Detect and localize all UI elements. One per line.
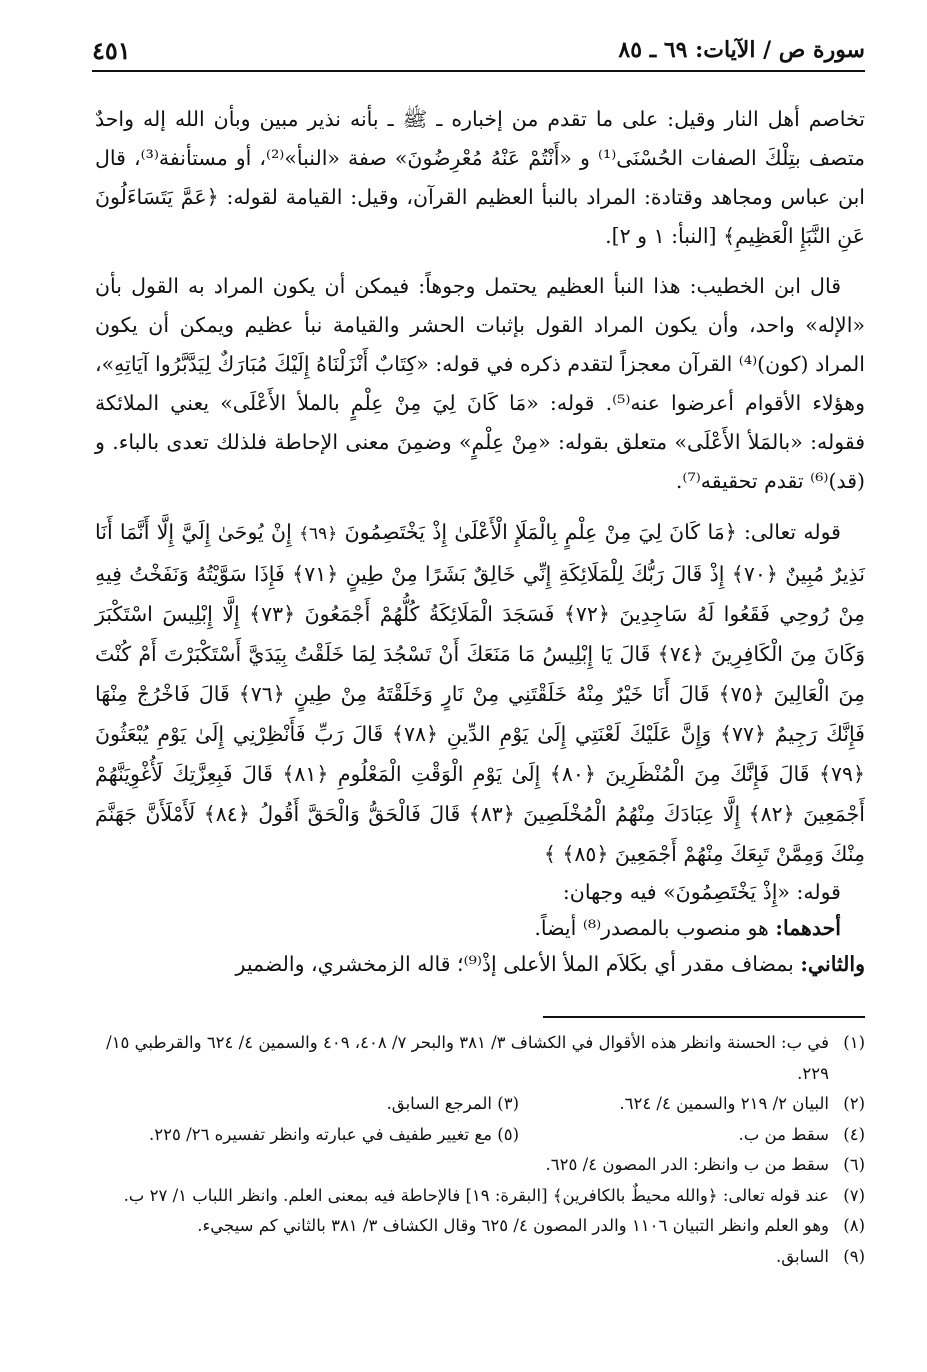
footnote-number: (١) bbox=[843, 1033, 865, 1052]
main-text bbox=[95, 100, 865, 982]
footnote-text: في ب: الحسنة وانظر هذه الأقوال في الكشاف ٣/ ٣٨١ والبحر ٧/ ٤٠٨، ٤٠٩ والسمين ٤/ ٦٢٤ والقرطبي ١٥/ ٢٢٩. bbox=[106, 1033, 829, 1083]
footnote-text: المرجع السابق. bbox=[386, 1094, 492, 1113]
running-title: سورة ص / الآيات: ٦٩ ـ ٨٥ bbox=[618, 37, 865, 63]
footnote-number: (٥) bbox=[497, 1124, 519, 1144]
aya-number-69: ﴿٦٩﴾ bbox=[299, 524, 338, 544]
paragraph-4 bbox=[95, 910, 865, 946]
footnote-number: (٧) bbox=[843, 1185, 865, 1205]
footnote-text: البيان ٢/ ٢١٩ والسمين ٤/ ٦٢٤. bbox=[619, 1094, 829, 1113]
footnote-9 bbox=[95, 1242, 865, 1273]
quran-passage bbox=[95, 512, 865, 874]
footnote-number: (٤) bbox=[843, 1124, 865, 1144]
footnote-text: مع تغيير طفيف في عبارته وانظر تفسيره ٢٦/ ٢٢٥. bbox=[149, 1124, 492, 1144]
footnote-number: (٩) bbox=[843, 1246, 865, 1266]
quran-verses-70-85: إِنْ يُوحَىٰ إِلَيَّ إِلَّا أَنَّمَا أَنَا نَذِيرٌ مُبِينٌ ﴿٧٠﴾ إِذْ قَالَ رَبُّكَ لِلْمَلَائِكَةِ إِنِّي خَالِقٌ بَشَرًا مِنْ طِينٍ ﴿٧١﴾ فَإِذَا سَوَّيْتُهُ وَنَفَخْتُ فِيهِ مِنْ رُوحِي فَقَعُوا لَهُ سَاجِدِينَ ﴿٧٢﴾ فَسَجَدَ الْمَلَائِكَةُ كُلُّهُمْ أَجْمَعُونَ ﴿٧٣﴾ إِلَّا إِبْلِيسَ اسْتَكْبَرَ وَكَانَ مِنَ الْكَافِرِينَ ﴿٧٤﴾ قَالَ يَا إِبْلِيسُ مَا مَنَعَكَ أَنْ تَسْجُدَ لِمَا خَلَقْتُ بِيَدَيَّ أَسْتَكْبَرْتَ أَمْ كُنْتَ مِنَ الْعَالِينَ ﴿٧٥﴾ قَالَ أَنَا خَيْرٌ مِنْهُ خَلَقْتَنِي مِنْ نَارٍ وَخَلَقْتَهُ مِنْ طِينٍ ﴿٧٦﴾ قَالَ فَاخْرُجْ مِنْهَا فَإِنَّكَ رَجِيمٌ ﴿٧٧﴾ وَإِنَّ عَلَيْكَ لَعْنَتِي إِلَىٰ يَوْمِ الدِّينِ ﴿٧٨﴾ قَالَ رَبِّ فَأَنْظِرْنِي إِلَىٰ يَوْمِ يُبْعَثُونَ ﴿٧٩﴾ قَالَ فَإِنَّكَ مِنَ الْمُنْظَرِينَ ﴿٨٠﴾ إِلَىٰ يَوْمِ الْوَقْتِ الْمَعْلُومِ ﴿٨١﴾ قَالَ فَبِعِزَّتِكَ لَأُغْوِيَنَّهُمْ أَجْمَعِينَ ﴿٨٢﴾ إِلَّا عِبَادَكَ مِنْهُمُ الْمُخْلَصِينَ ﴿٨٣﴾ قَالَ فَالْحَقُّ وَالْحَقَّ أَقُولُ ﴿٨٤﴾ لَأَمْلَأَنَّ جَهَنَّمَ مِنْكَ وَمِمَّنْ تَبِعَكَ مِنْهُمْ أَجْمَعِينَ ﴿٨٥﴾ ﴾ bbox=[95, 520, 866, 866]
footnote-text: سقط من ب وانظر: الدر المصون ٤/ ٦٢٥. bbox=[545, 1155, 829, 1174]
paragraph-5 bbox=[95, 946, 865, 982]
second-aspect-text: بمضاف مقدر أي بكَلاَم الملأ الأعلى إذْ⁽⁹⁾؛ قاله الزمخشري، والضمير bbox=[235, 952, 801, 976]
quran-verse-69: مَا كَانَ لِيَ مِنْ عِلْمٍ بِالْمَلَإِ الْأَعْلَىٰ إِذْ يَخْتَصِمُونَ bbox=[344, 520, 725, 544]
footnote-8 bbox=[95, 1211, 865, 1242]
footnote-text: سقط من ب. bbox=[738, 1124, 829, 1144]
page-header bbox=[92, 30, 865, 72]
first-aspect-text: هو منصوب بالمصدر⁽⁸⁾ أيضاً. bbox=[534, 916, 776, 940]
footnotes bbox=[95, 1028, 865, 1272]
footnote-1 bbox=[95, 1028, 865, 1089]
footnote-number: (٦) bbox=[843, 1155, 865, 1174]
footnote-number: (٢) bbox=[843, 1094, 865, 1113]
footnote-4-5 bbox=[95, 1120, 865, 1151]
footnote-7 bbox=[95, 1181, 865, 1212]
first-aspect-label: أحدهما: bbox=[775, 916, 841, 940]
paragraph-1: تخاصم أهل النار وقيل: على ما تقدم من إخباره ـ ﷺ ـ بأنه نذير مبين وبأن الله إله واحدٌ متصف بتِلْكَ الصفات الحُسْنَى⁽¹⁾ و «أَنْتُمْ عَنْهُ مُعْرِضُونَ» صفة «النبأ»⁽²⁾، أو مستأنفة⁽³⁾، قال ابن عباس ومجاهد وقتادة: المراد بالنبأ العظيم القرآن، وقيل: القيامة لقوله: ﴿عَمَّ يَتَسَاءَلُونَ عَنِ النَّبَإِ الْعَظِيمِ﴾ [النبأ: ١ و ٢]. bbox=[95, 107, 865, 248]
footnote-text: وهو العلم وانظر التبيان ١١٠٦ والدر المصون ٤/ ٦٢٥ وقال الكشاف ٣/ ٣٨١ بالثاني كم سيجيء. bbox=[197, 1216, 829, 1235]
footnote-text: السابق. bbox=[776, 1246, 829, 1266]
footnote-text: عند قوله تعالى: ﴿والله محيطٌ بالكافرين﴾ [البقرة: ١٩] فالإحاطة فيه بمعنى العلم. وانظر اللباب ١/ ٢٧ ب. bbox=[123, 1185, 829, 1205]
second-aspect-label: والثاني: bbox=[800, 952, 865, 976]
quran-intro: قوله تعالى: ﴿ bbox=[724, 520, 841, 544]
footnote-number: (٨) bbox=[843, 1216, 865, 1235]
page-number: ٤٥١ bbox=[92, 35, 131, 65]
paragraph-2: قال ابن الخطيب: هذا النبأ العظيم يحتمل وجوهاً: فيمكن أن يكون المراد به القول بأن «الإله» واحد، وأن يكون المراد القول بإثبات الحشر والقيامة نبأ عظيم ويمكن أن يكون المراد (كون)⁽⁴⁾ القرآن معجزاً لتقدم ذكره في قوله: «كِتَابٌ أَنْزَلْنَاهُ إِلَيْكَ مُبَارَكٌ لِيَدَّبَّرُوا آيَاتِهِ»، وهؤلاء الأقوام أعرضوا عنه⁽⁵⁾. قوله: «مَا كَانَ لِيَ مِنْ عِلْمٍ بالملأ الأَعْلَى» يعني الملائكة فقوله: «بالمَلأ الأَعْلَى» متعلق بقوله: «مِنْ عِلْمٍ» وضمِنَ معنى الإحاطة فلذلك تعدى بالباء. و (قد)⁽⁶⁾ تقدم تحقيقه⁽⁷⁾. bbox=[95, 274, 865, 493]
footnote-2-3 bbox=[95, 1089, 865, 1120]
footnote-number: (٣) bbox=[497, 1094, 519, 1113]
footnote-6 bbox=[95, 1150, 865, 1181]
footnote-separator bbox=[543, 1016, 865, 1018]
paragraph-3: قوله: «إِذْ يَخْتَصِمُونَ» فيه وجهان: bbox=[562, 880, 841, 904]
